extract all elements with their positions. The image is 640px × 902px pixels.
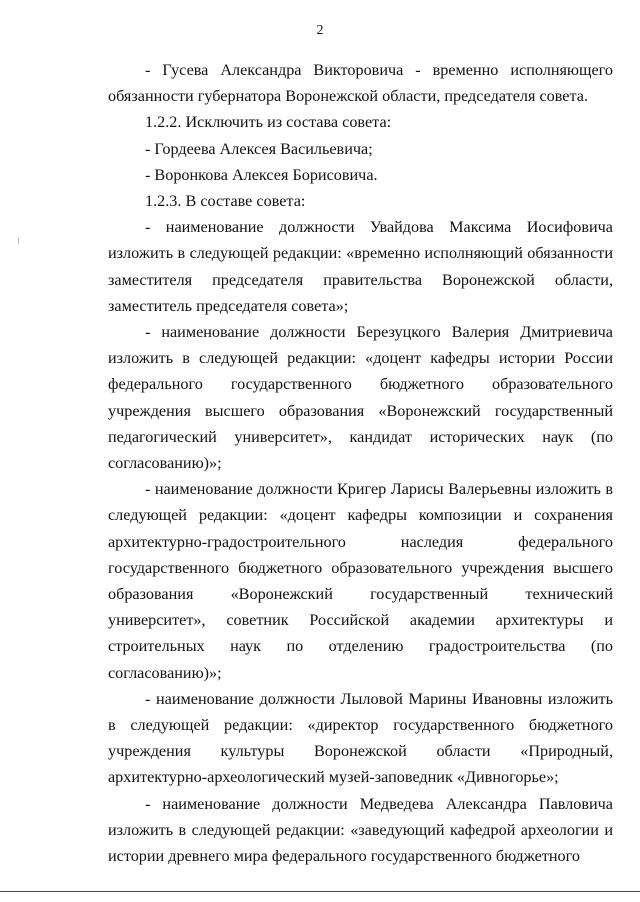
document-body: [108, 57, 613, 869]
scan-bottom-edge-line: [0, 891, 640, 892]
paragraph-uvaydov: - наименование должности Увайдова Максима Иосифовича изложить в следующей редакции: «временно исполняющий обязанности заместителя председателя правительства Воронежской области, заместитель председателя совета»;: [108, 218, 613, 315]
paragraph-voronkov: - Воронкова Алексея Борисовича.: [145, 165, 378, 184]
paragraph-berezutsky: - наименование должности Березуцкого Валерия Дмитриевича изложить в следующей редакции: «доцент кафедры истории России федерального государственного бюджетного образовательного учреждения высшего образования «Воронежский государственный педагогический университет», кандидат исторических наук (по согласованию)»;: [108, 323, 613, 473]
paragraph-gordeev: - Гордеева Алексея Васильевича;: [145, 139, 373, 158]
paragraph-guseva: - Гусева Александра Викторовича - временно исполняющего обязанности губернатора Воронежской области, председателя совета.: [108, 61, 613, 106]
paragraph-1-2-3-heading: 1.2.3. В составе совета:: [145, 192, 306, 211]
paragraph-lylova: - наименование должности Лыловой Марины Ивановны изложить в следующей редакции: «директор государственного бюджетного учреждения культуры Воронежской области «Природный, архитектурно-археологический музей-заповедник «Дивногорье»;: [108, 689, 613, 787]
paragraph-kriger: - наименование должности Кригер Ларисы Валерьевны изложить в следующей редакции: «доцент кафедры композиции и сохранения архитектурно-градостроительного наследия федерального государственного бюджетного образовательного учреждения высшего образования «Воронежский государственный технический университет», советник Российской академии архитектуры и строительных наук по отделению градостроительства (по согласованию)»;: [108, 480, 613, 682]
scan-artifact-mark: [18, 238, 19, 244]
page-number: 2: [316, 23, 324, 38]
paragraph-1-2-2-heading: 1.2.2. Исключить из состава совета:: [145, 113, 392, 132]
paragraph-medvedev: - наименование должности Медведева Александра Павловича изложить в следующей редакции: «заведующий кафедрой археологии и истории древнего мира федерального государственного бюджетного: [108, 794, 613, 866]
